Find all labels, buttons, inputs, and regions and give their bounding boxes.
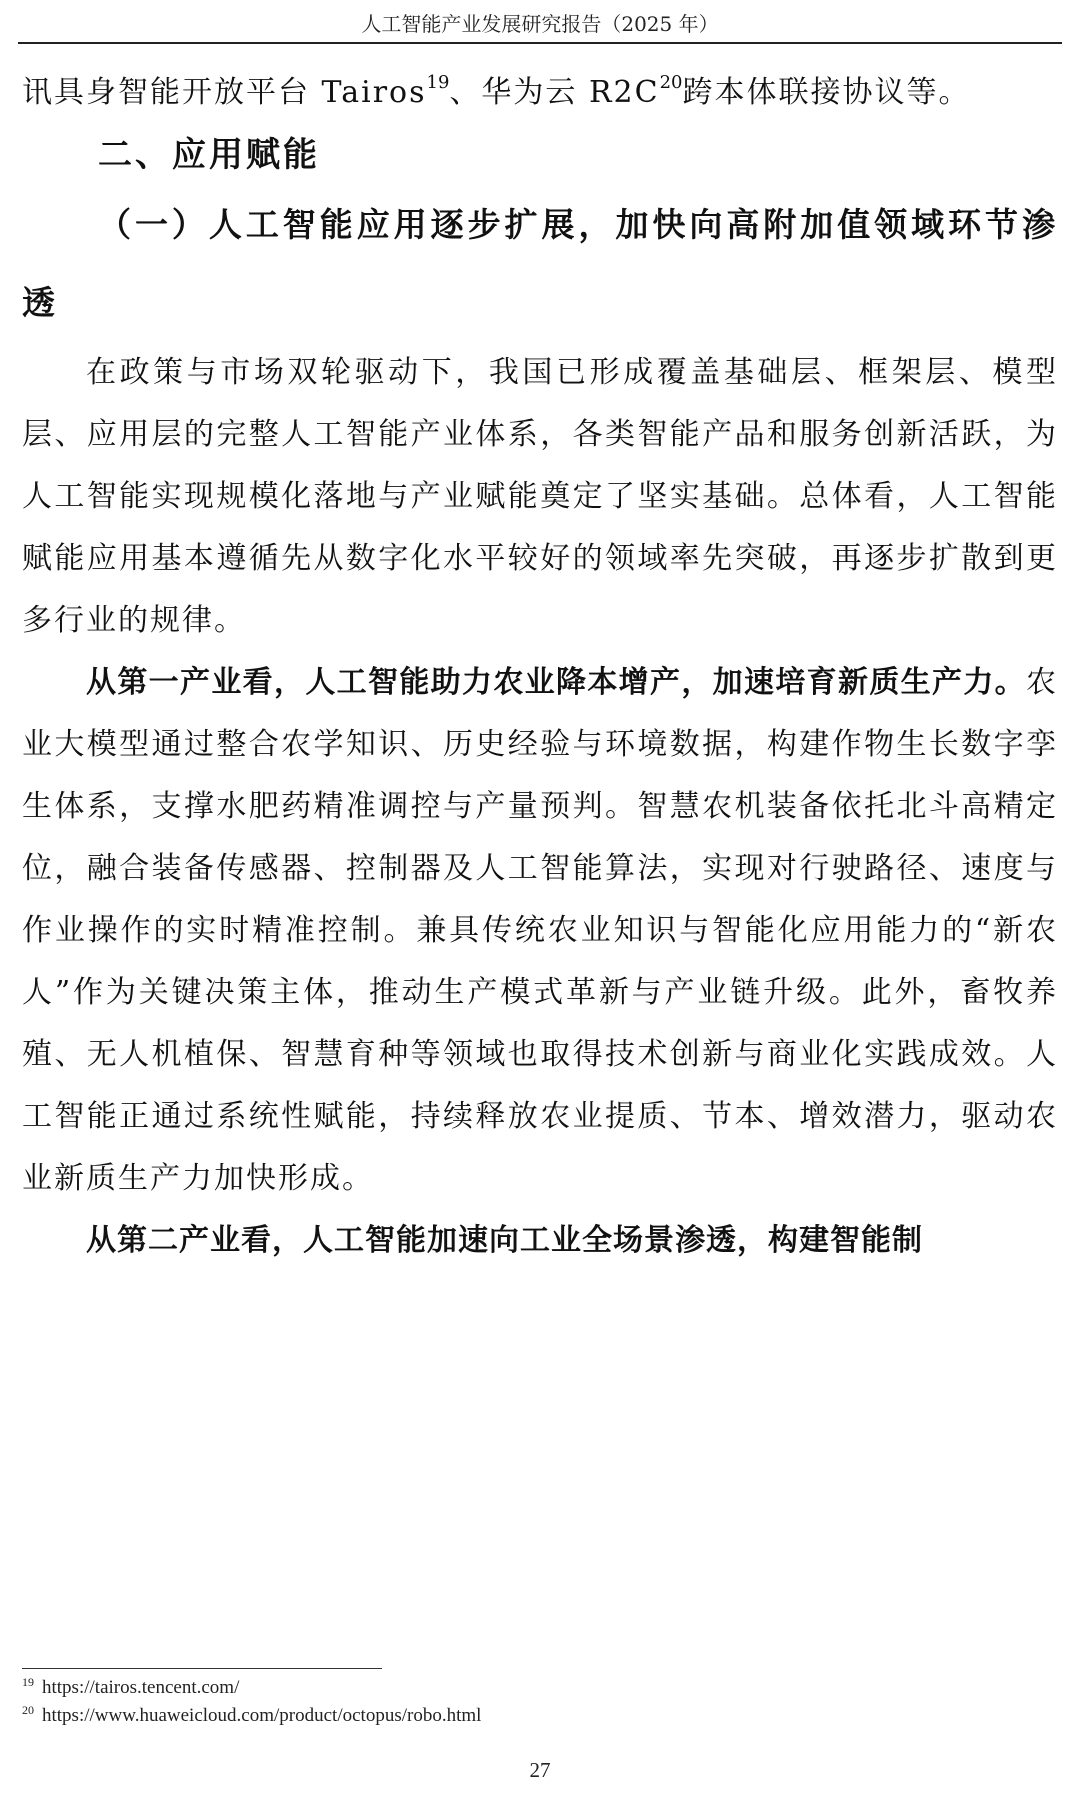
- body-text: [22, 62, 1058, 1272]
- text-run: 跨本体联接协议等。: [682, 75, 971, 110]
- footnote-number: 19: [22, 1675, 34, 1689]
- header-rule: [18, 42, 1062, 44]
- text-run: 讯具身智能开放平台 Tairos: [22, 75, 427, 110]
- paragraph-intro: 在政策与市场双轮驱动下，我国已形成覆盖基础层、框架层、模型层、应用层的完整人工智能产业体系，各类智能产品和服务创新活跃，为人工智能实现规模化落地与产业赋能奠定了坚实基础。总体看，人工智能赋能应用基本遵循先从数字化水平较好的领域率先突破，再逐步扩散到更多行业的规律。: [22, 355, 1058, 638]
- footnote-20: [22, 1702, 1022, 1730]
- paragraph-secondary-industry: [22, 1210, 1058, 1272]
- footnote-ref-19[interactable]: 19: [426, 72, 450, 93]
- paragraph-body: 农业大模型通过整合农学知识、历史经验与环境数据，构建作物生长数字孪生体系，支撑水肥药精准调控与产量预判。智慧农机装备依托北斗高精定位，融合装备传感器、控制器及人工智能算法，实现对行驶路径、速度与作业操作的实时精准控制。兼具传统农业知识与智能化应用能力的“新农人”作为关键决策主体，推动生产模式革新与产业链升级。此外，畜牧养殖、无人机植保、智慧育种等领域也取得技术创新与商业化实践成效。人工智能正通过系统性赋能，持续释放农业提质、节本、增效潜力，驱动农业新质生产力加快形成。: [22, 665, 1058, 1196]
- page-number: 27: [529, 1758, 551, 1782]
- paragraph-lead: 从第二产业看，人工智能加速向工业全场景渗透，构建智能制: [86, 1223, 923, 1258]
- footnote-rule: [22, 1668, 382, 1669]
- text-run: 、华为云 R2C: [449, 75, 660, 110]
- footnote-number: 20: [22, 1703, 34, 1717]
- continued-line: [22, 62, 1058, 124]
- section-heading: 二、应用赋能: [98, 135, 320, 175]
- footnotes: [22, 1674, 1022, 1730]
- subsection-heading: （一）人工智能应用逐步扩展，加快向高附加值领域环节渗透: [22, 205, 1058, 322]
- footnote-link[interactable]: https://tairos.tencent.com/: [42, 1677, 240, 1698]
- footnote-ref-20[interactable]: 20: [659, 72, 683, 93]
- paragraph-lead: 从第一产业看，人工智能助力农业降本增产，加速培育新质生产力。: [86, 665, 1026, 700]
- footnote-19: [22, 1674, 1022, 1702]
- paragraph-primary-industry: [22, 652, 1058, 1210]
- footnote-link[interactable]: https://www.huaweicloud.com/product/octopus/robo.html: [42, 1705, 482, 1726]
- running-header: 人工智能产业发展研究报告（2025 年）: [361, 12, 719, 36]
